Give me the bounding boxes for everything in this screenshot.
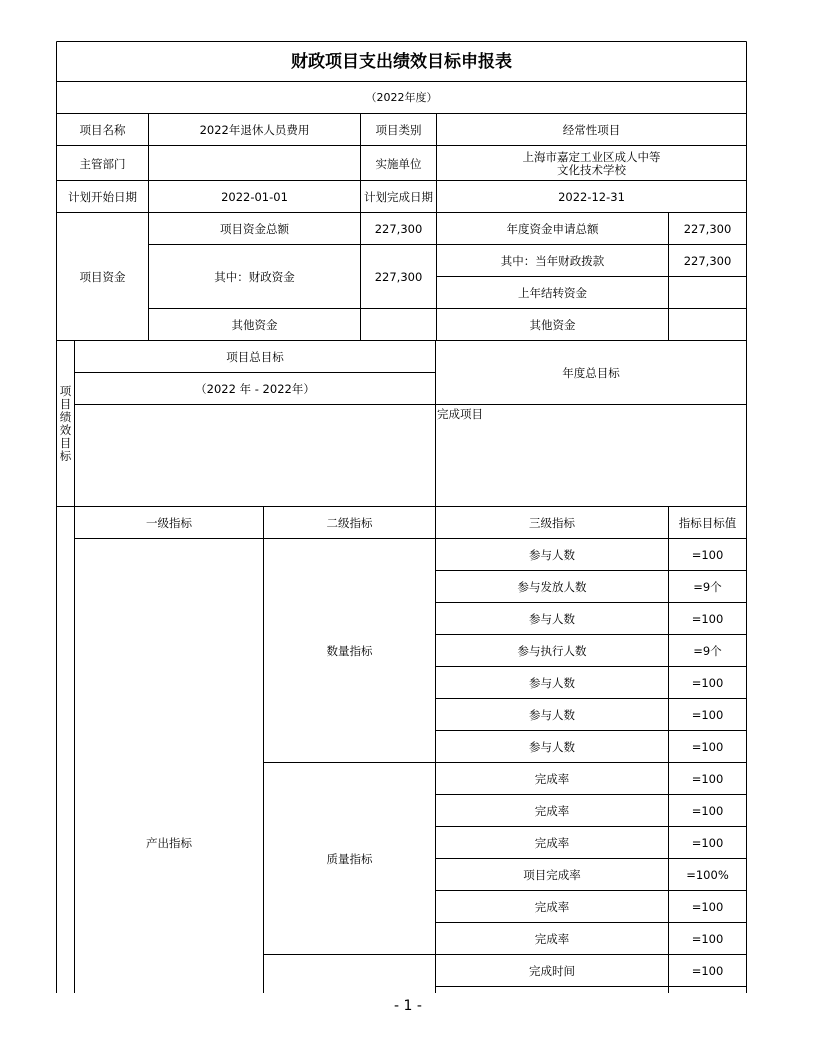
indicator-target-value: =100 bbox=[691, 676, 724, 690]
indicator-name: 参与人数 bbox=[529, 740, 575, 754]
indicator-target-value: =100 bbox=[691, 612, 724, 626]
implementer-value bbox=[437, 146, 746, 181]
department-label: 主管部门 bbox=[79, 156, 126, 171]
funds-total-label: 项目资金总额 bbox=[220, 222, 289, 236]
indicator-target-value: =100 bbox=[691, 900, 724, 914]
year-label: （2022年度） bbox=[365, 91, 438, 104]
overall-goal-content bbox=[75, 405, 435, 507]
indicator-target-value: =100 bbox=[691, 548, 724, 562]
indicator-name: 参与人数 bbox=[529, 548, 575, 562]
current-fiscal-value: 227,300 bbox=[683, 254, 732, 268]
indicator-name: 参与人数 bbox=[529, 612, 575, 626]
indicator-name: 完成时间 bbox=[529, 964, 575, 978]
goals-section-label bbox=[57, 341, 74, 507]
indicator-target-value: =100 bbox=[691, 932, 724, 946]
other-funds-value bbox=[361, 309, 436, 341]
indicator-name: 参与执行人数 bbox=[517, 644, 587, 658]
plan-end-value: 2022-12-31 bbox=[558, 190, 625, 204]
page-number: - 1 - bbox=[394, 998, 422, 1014]
annual-goal-label: 年度总目标 bbox=[562, 366, 620, 380]
overall-goal-period: （2022 年 - 2022年） bbox=[195, 382, 315, 396]
annual-goal-content: 完成项目 bbox=[437, 407, 483, 421]
indicator-name: 完成率 bbox=[534, 836, 570, 850]
goals-label-char: 目 bbox=[59, 397, 72, 411]
implementer-label: 实施单位 bbox=[375, 156, 422, 171]
fiscal-funds-value: 227,300 bbox=[374, 270, 423, 284]
indicator-name: 参与发放人数 bbox=[517, 580, 587, 594]
goals-label-char: 项 bbox=[59, 384, 72, 398]
annual-request-value: 227,300 bbox=[683, 222, 732, 236]
project-name-label: 项目名称 bbox=[79, 123, 126, 137]
indicator-name: 完成率 bbox=[534, 932, 570, 946]
indicator-name: 完成率 bbox=[534, 900, 570, 914]
document-title: 财政项目支出绩效目标申报表 bbox=[291, 52, 512, 72]
project-category-value: 经常性项目 bbox=[562, 123, 621, 137]
carryover-value bbox=[669, 277, 746, 309]
overall-goal-label: 项目总目标 bbox=[226, 350, 284, 364]
header-level1: 一级指标 bbox=[146, 516, 192, 530]
indicator-name: 完成率 bbox=[534, 772, 570, 786]
indicator-name: 参与人数 bbox=[529, 676, 575, 690]
department-value bbox=[149, 146, 360, 181]
fiscal-funds-label: 其中：财政资金 bbox=[214, 270, 295, 284]
other-funds-label: 其他资金 bbox=[231, 318, 278, 332]
indicator-name: 项目完成率 bbox=[523, 868, 581, 882]
indicator-name: 完成率 bbox=[534, 804, 570, 818]
indicator-name: 参与人数 bbox=[529, 708, 575, 722]
goals-label-char: 效 bbox=[59, 423, 72, 437]
goals-label-char: 绩 bbox=[59, 410, 72, 424]
indicator-target-value: =9个 bbox=[693, 580, 722, 594]
indicator-target-value: =100 bbox=[691, 836, 724, 850]
goals-label-char: 目 bbox=[59, 436, 72, 450]
project-category-label: 项目类别 bbox=[375, 123, 422, 137]
header-level3: 三级指标 bbox=[529, 516, 575, 530]
project-name-value: 2022年退休人员费用 bbox=[199, 123, 310, 137]
funds-section-label: 项目资金 bbox=[79, 270, 126, 284]
indicator-target-value: =100 bbox=[691, 772, 724, 786]
annual-request-label: 年度资金申请总额 bbox=[506, 222, 599, 236]
other-funds-label-right: 其他资金 bbox=[529, 318, 576, 332]
indicator-target-value: =100 bbox=[691, 708, 724, 722]
plan-start-label: 计划开始日期 bbox=[68, 190, 137, 204]
funds-total-value: 227,300 bbox=[374, 222, 423, 236]
carryover-label: 上年结转资金 bbox=[518, 286, 587, 300]
indicator-target-value: =100 bbox=[691, 740, 724, 754]
other-funds-value-right bbox=[669, 309, 746, 341]
current-fiscal-label: 其中：当年财政拨款 bbox=[500, 254, 605, 268]
plan-start-value: 2022-01-01 bbox=[221, 190, 288, 204]
indicator-target-value: =100 bbox=[691, 964, 724, 978]
implementer-line-2: 文化技术学校 bbox=[557, 162, 626, 177]
level1-output: 产出指标 bbox=[146, 836, 192, 850]
group-quantity: 数量指标 bbox=[326, 644, 373, 658]
implementer-line-1: 上海市嘉定工业区成人中等 bbox=[522, 149, 661, 164]
goals-label-char: 标 bbox=[59, 449, 72, 463]
group-quality: 质量指标 bbox=[326, 852, 373, 866]
indicator-target-value: =100 bbox=[691, 804, 724, 818]
header-level2: 二级指标 bbox=[326, 516, 373, 530]
indicator-target-value: =9个 bbox=[693, 644, 722, 658]
plan-end-label: 计划完成日期 bbox=[364, 190, 433, 204]
header-target: 指标目标值 bbox=[678, 516, 737, 530]
indicator-target-value: =100% bbox=[686, 868, 729, 882]
